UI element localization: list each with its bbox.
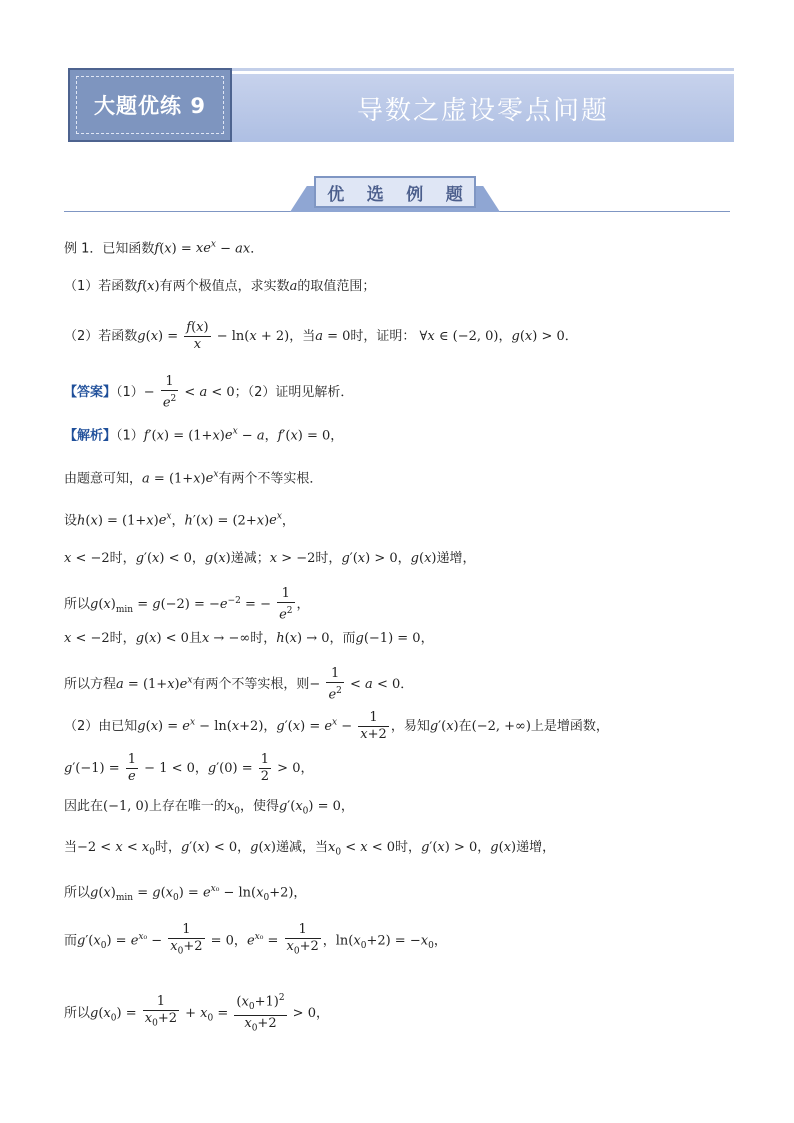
solution-line-k: 所以$g(x)_{min} = g(x_0) = e^{x_0} - \ln(x_0+2)$， [64,884,307,903]
section-char-1: 优 [327,184,345,205]
page-title: 导数之虚设零点问题 [232,74,734,142]
badge-box [68,68,232,142]
section-char-2: 选 [366,184,384,205]
title-banner [68,68,734,144]
solution-line-b: 设$h(x) = (1+x)e^x$，$h'(x) = (2+x)e^x$， [64,512,295,529]
question-1: （1）若函数f(x)有两个极值点，求实数a的取值范围； [64,279,376,294]
section-heading [290,176,500,212]
analysis-line: 【解析】$(1)f'(x) = (1+x)e^x - a$，f′(x) = 0， [64,427,344,444]
solution-line-m: 所以$g(x_0)$ = $\frac{1}{x_0+2}$ + $x_0$ = $\frac{(x_0+1)^2}{x_0+2}$ > 0， [64,990,329,1037]
solution-line-g: （2）由已知$g(x) = e^x - \ln(x+2)$，$g'(x) = e^x$ − $\frac{1}{x+2}$ ，易知g′(x)在(−2, +∞)上是增函数， [64,710,609,742]
badge-text: 大题优练 9 [76,76,224,134]
answer-line: 【答案】（1）− $\frac{1}{e^2}$ < a < 0；（2）证明见解析． [64,374,354,411]
solution-line-j: 当$-2 < x < x_0$时，g′(x) < 0，g(x)递减，当$x_0 < x < 0$时，g′(x) > 0，g(x)递增， [64,840,556,858]
solution-line-c: x < −2时，g′(x) < 0，g(x)递减；x > −2时，g′(x) > 0，g(x)递增， [64,551,476,566]
solution-line-e: x < −2时，g(x) < 0且x → −∞时，h(x) → 0，而g(−1) = 0， [64,631,434,646]
section-char-3: 例 [406,184,424,205]
solution-line-d: 所以$g(x)_{min} = g(-2) = -e^{-2}$ = − $\frac{1}{e^2}$ ， [64,586,310,623]
solution-line-i: 因此在(−1, 0)上存在唯一的$x_0$，使得$g'(x_0) = 0$， [64,799,354,817]
solution-line-f: 所以方程$a = (1+x)e^x$有两个不等实根，则− $\frac{1}{e^2}$ < a < 0． [64,666,414,703]
section-char-4: 题 [445,184,463,205]
question-2: （2）若函数g(x) = $\frac{f(x)}{x}$ − ln(x + 2)，当a = 0时，证明： ∀x ∈ (−2, 0)，g(x) > 0． [64,320,578,352]
solution-line-a: 由题意可知，$a = (1+x)e^x$有两个不等实根． [64,470,323,487]
section-tab-box [314,176,476,208]
example-statement: 例 1．已知函数$f(x) = xe^x$ − ax． [64,240,264,257]
solution-line-h: g′(−1) = $\frac{1}{e}$ − 1 < 0，g′(0) = $\frac{1}{2}$ > 0， [64,752,314,784]
solution-line-l: 而$g'(x_0) = e^{x_0}$ − $\frac{1}{x_0+2}$ = 0，$e^{x_0}$ = $\frac{1}{x_0+2}$ ，$\ln(x_0+2) = -x_0$， [64,922,447,957]
